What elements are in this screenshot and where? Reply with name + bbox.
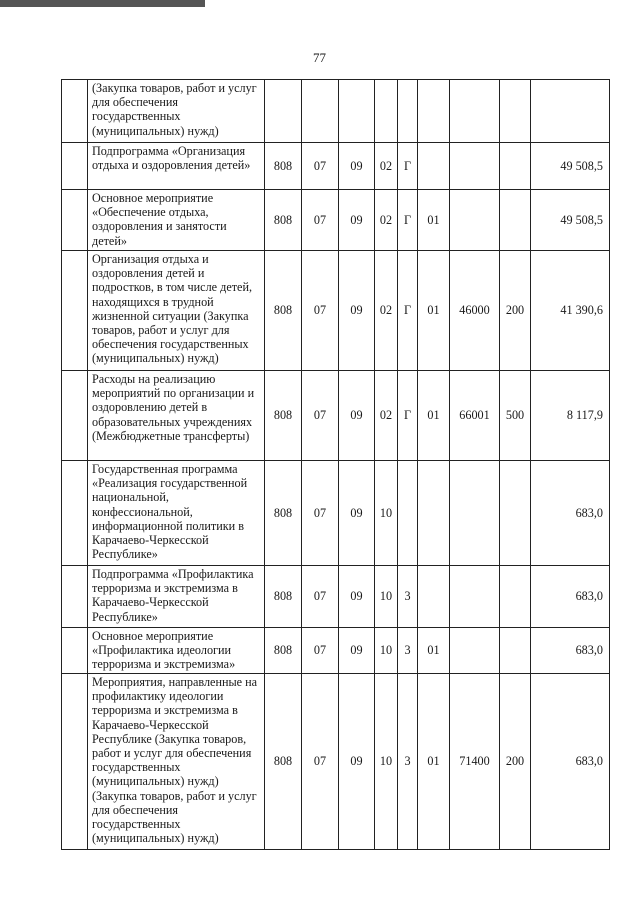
expense-type-cell: 200 xyxy=(500,251,531,371)
subprogram-code-cell: 3 xyxy=(398,628,418,674)
direction-code-cell: 46000 xyxy=(450,251,500,371)
program-code-cell xyxy=(375,80,398,143)
index-cell xyxy=(62,371,88,461)
ministry-code-cell: 808 xyxy=(265,461,302,566)
section-code-cell: 07 xyxy=(302,628,339,674)
table-row xyxy=(62,251,610,371)
top-border-rule xyxy=(0,0,205,7)
table-row xyxy=(62,80,610,143)
amount-cell: 41 390,6 xyxy=(531,251,610,371)
ministry-code-cell: 808 xyxy=(265,143,302,190)
amount-cell: 683,0 xyxy=(531,566,610,628)
section-code-cell: 07 xyxy=(302,461,339,566)
index-cell xyxy=(62,674,88,850)
expense-type-cell: 500 xyxy=(500,371,531,461)
ministry-code-cell: 808 xyxy=(265,190,302,251)
table-row xyxy=(62,143,610,190)
direction-code-cell xyxy=(450,566,500,628)
item-name-cell: Подпрограмма «Профилактика терроризма и экстремизма в Карачаево-Черкесской Республике» xyxy=(88,566,265,628)
section-code-cell: 07 xyxy=(302,190,339,251)
program-code-cell: 02 xyxy=(375,143,398,190)
ministry-code-cell xyxy=(265,80,302,143)
direction-code-cell xyxy=(450,461,500,566)
subprogram-code-cell: 3 xyxy=(398,566,418,628)
program-code-cell: 10 xyxy=(375,566,398,628)
subprogram-code-cell: Г xyxy=(398,190,418,251)
expense-type-cell: 200 xyxy=(500,674,531,850)
item-name-cell: Мероприятия, направленные на профилактику идеологии терроризма и экстремизма в Карачаево-Черкесской Республике (Закупка товаров, работ и услуг для обеспечения государственных (муниципальных) нужд) (Закупка товаров, работ и услуг для обеспечения государственных (муниципальных) нужд) xyxy=(88,674,265,850)
amount-cell: 8 117,9 xyxy=(531,371,610,461)
activity-code-cell: 01 xyxy=(418,628,450,674)
item-name-cell: Основное мероприятие «Профилактика идеологии терроризма и экстремизма» xyxy=(88,628,265,674)
item-name-cell: Расходы на реализацию мероприятий по организации и оздоровлению детей в образовательных учреждениях (Межбюджетные трансферты) xyxy=(88,371,265,461)
direction-code-cell xyxy=(450,143,500,190)
direction-code-cell: 71400 xyxy=(450,674,500,850)
section-code-cell: 07 xyxy=(302,371,339,461)
subsection-code-cell: 09 xyxy=(339,251,375,371)
activity-code-cell: 01 xyxy=(418,674,450,850)
item-name-cell: Подпрограмма «Организация отдыха и оздоровления детей» xyxy=(88,143,265,190)
ministry-code-cell: 808 xyxy=(265,566,302,628)
table-row xyxy=(62,674,610,850)
index-cell xyxy=(62,190,88,251)
table-row xyxy=(62,371,610,461)
program-code-cell: 10 xyxy=(375,461,398,566)
page-number: 77 xyxy=(313,50,326,65)
subsection-code-cell: 09 xyxy=(339,461,375,566)
subprogram-code-cell xyxy=(398,461,418,566)
expense-type-cell xyxy=(500,628,531,674)
subsection-code-cell xyxy=(339,80,375,143)
direction-code-cell xyxy=(450,190,500,251)
table-row xyxy=(62,461,610,566)
subprogram-code-cell: 3 xyxy=(398,674,418,850)
index-cell xyxy=(62,80,88,143)
index-cell xyxy=(62,251,88,371)
index-cell xyxy=(62,461,88,566)
expense-type-cell xyxy=(500,566,531,628)
expense-type-cell xyxy=(500,461,531,566)
table-row xyxy=(62,628,610,674)
expense-type-cell xyxy=(500,143,531,190)
program-code-cell: 02 xyxy=(375,371,398,461)
item-name-cell: Организация отдыха и оздоровления детей и подростков, в том числе детей, находящихся в трудной жизненной ситуации (Закупка товаров, работ и услуг для обеспечения государственных (муниципальных) нужд) xyxy=(88,251,265,371)
section-code-cell: 07 xyxy=(302,566,339,628)
amount-cell: 49 508,5 xyxy=(531,190,610,251)
activity-code-cell: 01 xyxy=(418,190,450,251)
index-cell xyxy=(62,566,88,628)
direction-code-cell: 66001 xyxy=(450,371,500,461)
program-code-cell: 02 xyxy=(375,190,398,251)
subprogram-code-cell xyxy=(398,80,418,143)
item-name-cell: Основное мероприятие «Обеспечение отдыха, оздоровления и занятости детей» xyxy=(88,190,265,251)
amount-cell xyxy=(531,80,610,143)
index-cell xyxy=(62,628,88,674)
ministry-code-cell: 808 xyxy=(265,674,302,850)
subsection-code-cell: 09 xyxy=(339,143,375,190)
activity-code-cell xyxy=(418,566,450,628)
subsection-code-cell: 09 xyxy=(339,674,375,850)
activity-code-cell xyxy=(418,143,450,190)
subsection-code-cell: 09 xyxy=(339,566,375,628)
amount-cell: 683,0 xyxy=(531,674,610,850)
ministry-code-cell: 808 xyxy=(265,628,302,674)
section-code-cell: 07 xyxy=(302,143,339,190)
subprogram-code-cell: Г xyxy=(398,251,418,371)
ministry-code-cell: 808 xyxy=(265,251,302,371)
subsection-code-cell: 09 xyxy=(339,628,375,674)
budget-table xyxy=(61,79,610,850)
activity-code-cell xyxy=(418,461,450,566)
subsection-code-cell: 09 xyxy=(339,371,375,461)
table-row xyxy=(62,566,610,628)
direction-code-cell xyxy=(450,80,500,143)
subprogram-code-cell: Г xyxy=(398,371,418,461)
amount-cell: 683,0 xyxy=(531,628,610,674)
expense-type-cell xyxy=(500,190,531,251)
ministry-code-cell: 808 xyxy=(265,371,302,461)
amount-cell: 683,0 xyxy=(531,461,610,566)
subsection-code-cell: 09 xyxy=(339,190,375,251)
section-code-cell: 07 xyxy=(302,674,339,850)
item-name-cell: (Закупка товаров, работ и услуг для обеспечения государственных (муниципальных) нужд) xyxy=(88,80,265,143)
section-code-cell: 07 xyxy=(302,251,339,371)
program-code-cell: 10 xyxy=(375,674,398,850)
program-code-cell: 10 xyxy=(375,628,398,674)
activity-code-cell: 01 xyxy=(418,251,450,371)
table-row xyxy=(62,190,610,251)
item-name-cell: Государственная программа «Реализация государственной национальной, конфессиональной, информационной политики в Карачаево-Черкесской Республике» xyxy=(88,461,265,566)
program-code-cell: 02 xyxy=(375,251,398,371)
index-cell xyxy=(62,143,88,190)
section-code-cell xyxy=(302,80,339,143)
expense-type-cell xyxy=(500,80,531,143)
direction-code-cell xyxy=(450,628,500,674)
activity-code-cell xyxy=(418,80,450,143)
amount-cell: 49 508,5 xyxy=(531,143,610,190)
activity-code-cell: 01 xyxy=(418,371,450,461)
subprogram-code-cell: Г xyxy=(398,143,418,190)
